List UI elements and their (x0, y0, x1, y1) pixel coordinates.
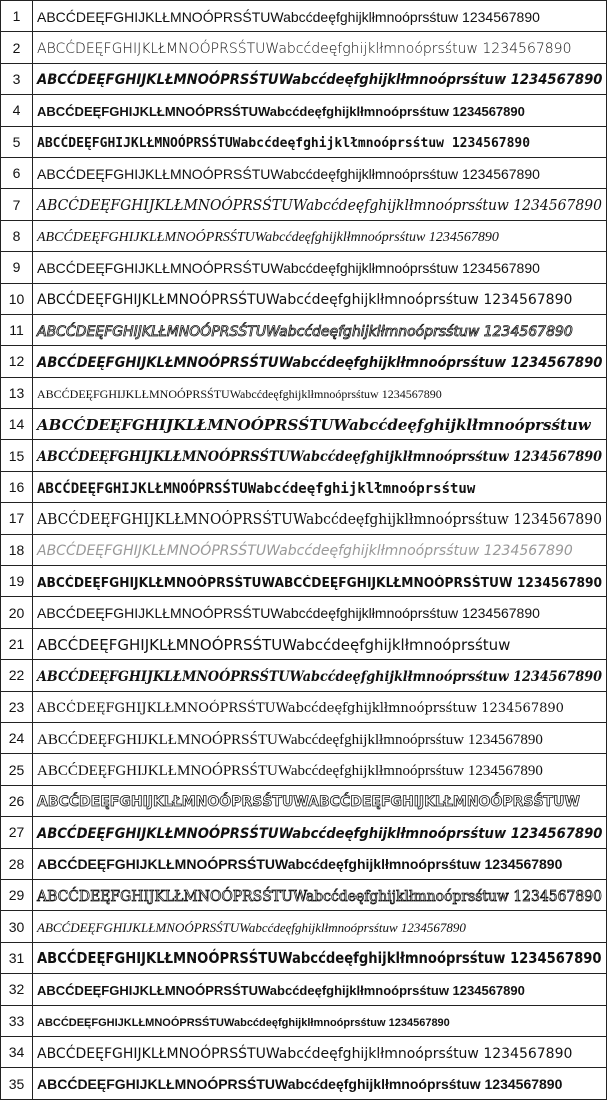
font-sample-text: ABCĆDEĘFGHIJKLŁMNOÓPRSŚTUWabcćdeęfghijklłmnoóprsśtuw 1234567890 (37, 605, 540, 622)
font-sample-row (1, 440, 607, 471)
font-sample-text: ABCĆDEĘFGHIJKLŁMNOÓPRSŚTUWabcćdeęfghijklłmnoóprsśtuw 1234567890 (37, 509, 602, 528)
row-number: 8 (1, 220, 33, 251)
font-sample-row (1, 1005, 607, 1036)
font-sample-row (1, 189, 607, 220)
font-sample-text: ABCĆDEĘFGHIJKLŁMNOÓPRSŚTUWabcćdeęfghijklłmnoóprsśtuw (37, 415, 591, 434)
row-number: 4 (1, 95, 33, 126)
font-sample-text: ABCĆDEĘFGHIJKLŁMNOÓPRSŚTUWabcćdeęfghijklłmnoóprsśtuw 1234567890 (37, 1017, 450, 1030)
font-sample-text: ABCĆDEĘFGHIJKLŁMNOÓPRSŚTUWabcćdeęfghijklłmnoóprsśtuw 1234567890 (37, 731, 543, 748)
font-sample-text: ABCĆDEĘFGHIJKLŁMNOÓPRSŚTUWabcćdeęfghijklłmnoóprsśtuw 1234567890 (37, 856, 563, 873)
row-number: 34 (1, 1036, 33, 1067)
font-sample-row (1, 597, 607, 628)
font-sample-cell (33, 566, 607, 597)
font-sample-row (1, 754, 607, 785)
row-number: 20 (1, 597, 33, 628)
font-sample-text: ABCĆDEĘFGHIJKLŁMNOÓPRSŚTUWabcćdeęfghijklłmnoóprsśtuw (37, 480, 476, 497)
font-sample-cell (33, 942, 607, 973)
font-sample-row (1, 1036, 607, 1067)
font-sample-table-body (1, 1, 607, 1100)
font-sample-row (1, 942, 607, 973)
font-sample-cell (33, 817, 607, 848)
font-sample-row (1, 95, 607, 126)
row-number: 13 (1, 377, 33, 408)
row-number: 25 (1, 754, 33, 785)
font-sample-row (1, 785, 607, 816)
font-sample-cell (33, 126, 607, 157)
font-sample-row (1, 660, 607, 691)
font-sample-row (1, 314, 607, 345)
row-number: 28 (1, 848, 33, 879)
font-sample-cell (33, 252, 607, 283)
font-sample-row (1, 628, 607, 659)
font-sample-text: ABCĆDEĘFGHIJKLŁMNOÓPRSŚTUWabcćdeęfghijklłmnoóprsśtuw 1234567890 (37, 196, 602, 215)
font-sample-row (1, 471, 607, 502)
row-number: 3 (1, 63, 33, 94)
row-number: 11 (1, 314, 33, 345)
font-sample-row (1, 534, 607, 565)
row-number: 31 (1, 942, 33, 973)
font-sample-cell (33, 1005, 607, 1036)
font-sample-text: ABCĆDEĘFGHIJKLŁMNOÓPRSŚTUWabcćdeęfghijklłmnoóprsśtuw 1234567890 (37, 668, 603, 685)
font-sample-cell (33, 1068, 607, 1100)
font-sample-row (1, 409, 607, 440)
font-sample-cell (33, 283, 607, 314)
font-sample-cell (33, 189, 607, 220)
font-sample-cell (33, 754, 607, 785)
row-number: 23 (1, 691, 33, 722)
font-sample-cell (33, 785, 607, 816)
row-number: 27 (1, 817, 33, 848)
row-number: 12 (1, 346, 33, 377)
font-sample-row (1, 691, 607, 722)
row-number: 35 (1, 1068, 33, 1100)
font-sample-row (1, 566, 607, 597)
row-number: 6 (1, 157, 33, 188)
font-sample-row (1, 63, 607, 94)
font-sample-text: ABCĆDEĘFGHIJKLŁMNOÓPRSŚTUWabcćdeęfghijklłmnoóprsśtuw 1234567890 (37, 8, 540, 25)
font-sample-text: ABCĆDEĘFGHIJKLŁMNOÓPRSŚTUWabcćdeęfghijklłmnoóprsśtuw 1234567890 (37, 763, 543, 780)
row-number: 24 (1, 722, 33, 753)
row-number: 32 (1, 974, 33, 1005)
font-sample-text: ABCĆDEĘFGHIJKLŁMNOÓPRSŚTUWabcćdeęfghijklłmnoóprsśtuw 1234567890 (37, 982, 525, 998)
font-sample-cell (33, 95, 607, 126)
font-sample-cell (33, 63, 607, 94)
font-sample-text: ABCĆDEĘFGHIJKLŁMNOÓPRSŚTUWabcćdeęfghijklłmnoóprsśtuw (37, 635, 511, 654)
font-sample-cell (33, 722, 607, 753)
font-sample-text: ABCĆDEĘFGHIJKLŁMNOÓPRSŚTUWabcćdeęfghijklłmnoóprsśtuw 1234567890 (37, 387, 442, 402)
font-sample-cell (33, 974, 607, 1005)
font-sample-text: ABCĆDEĘFGHIJKLŁMNOÓPRSŚTUWabcćdeęfghijklłmnoóprsśtuw 1234567890 (37, 1076, 563, 1093)
font-sample-text: ABCĆDEĘFGHIJKLŁMNOÓPRSŚTUWabcćdeęfghijklłmnoóprsśtuw 1234567890 (37, 72, 603, 89)
font-sample-text: ABCĆDEĘFGHIJKLŁMNOÓPRSŚTUWabcćdeęfghijklłmnoóprsśtuw 1234567890 (37, 103, 525, 119)
font-sample-cell (33, 377, 607, 408)
font-sample-cell (33, 440, 607, 471)
font-sample-row (1, 848, 607, 879)
row-number: 29 (1, 879, 33, 910)
font-sample-text: ABCĆDEĘFGHIJKLŁMNOÓPRSŚTUWABCĆDEĘFGHIJKLŁMNOÓPRSŚTUW 1234567890 (37, 575, 603, 591)
font-sample-cell (33, 628, 607, 659)
font-sample-cell (33, 314, 607, 345)
font-sample-row (1, 32, 607, 63)
font-sample-row (1, 157, 607, 188)
font-sample-cell (33, 471, 607, 502)
font-sample-text: ABCĆDEĘFGHIJKLŁMNOÓPRSŚTUWabcćdeęfghijklłmnoóprsśtuw 1234567890 (37, 449, 603, 466)
font-sample-row (1, 252, 607, 283)
font-sample-text: ABCĆDEĘFGHIJKLŁMNOÓPRSŚTUWabcćdeęfghijklłmnoóprsśtuw 1234567890 (37, 259, 540, 276)
font-sample-text: ABCĆDEĘFGHIJKLŁMNOÓPRSŚTUWabcćdeęfghijklłmnoóprsśtuw 1234567890 (37, 543, 573, 560)
font-sample-cell (33, 503, 607, 534)
row-number: 18 (1, 534, 33, 565)
font-sample-cell (33, 1, 607, 32)
row-number: 14 (1, 409, 33, 440)
font-sample-text: ABCĆDEĘFGHIJKLŁMNOÓPRSŚTUWabcćdeęfghijklłmnoóprsśtuw 1234567890 (37, 949, 602, 968)
font-sample-cell (33, 660, 607, 691)
font-sample-cell (33, 346, 607, 377)
font-sample-row (1, 283, 607, 314)
font-sample-cell (33, 534, 607, 565)
font-sample-cell (33, 691, 607, 722)
font-sample-row (1, 503, 607, 534)
font-sample-text: ABCĆDEĘFGHIJKLŁMNOÓPRSŚTUWabcćdeęfghijklłmnoóprsśtuw 1234567890 (37, 354, 603, 371)
row-number: 19 (1, 566, 33, 597)
row-number: 10 (1, 283, 33, 314)
font-sample-row (1, 126, 607, 157)
row-number: 22 (1, 660, 33, 691)
row-number: 17 (1, 503, 33, 534)
font-sample-cell (33, 911, 607, 942)
font-sample-text: ABCĆDEĘFGHIJKLŁMNOÓPRSŚTUWabcćdeęfghijklłmnoóprsśtuw 1234567890 (37, 165, 540, 182)
font-sample-cell (33, 879, 607, 910)
font-sample-row (1, 879, 607, 910)
row-number: 21 (1, 628, 33, 659)
font-sample-row (1, 1, 607, 32)
font-sample-text: ABCĆDEĘFGHIJKLŁMNOÓPRSŚTUWabcćdeęfghijklłmnoóprsśtuw 1234567890 (37, 886, 602, 905)
font-sample-cell (33, 220, 607, 251)
font-sample-text: ABCĆDEĘFGHIJKLŁMNOÓPRSŚTUWabcćdeęfghijklłmnoóprsśtuw 1234567890 (37, 825, 603, 842)
row-number: 5 (1, 126, 33, 157)
row-number: 33 (1, 1005, 33, 1036)
row-number: 7 (1, 189, 33, 220)
font-sample-cell (33, 32, 607, 63)
font-sample-text: ABCĆDEĘFGHIJKLŁMNOÓPRSŚTUWabcćdeęfghijklłmnoóprsśtuw 1234567890 (37, 701, 564, 717)
font-sample-text: ABCĆDEĘFGHIJKLŁMNOÓPRSŚTUWabcćdeęfghijklłmnoóprsśtuw 1234567890 (37, 41, 572, 58)
row-number: 15 (1, 440, 33, 471)
font-sample-cell (33, 157, 607, 188)
font-sample-row (1, 722, 607, 753)
font-sample-cell (33, 1036, 607, 1067)
row-number: 1 (1, 1, 33, 32)
font-sample-row (1, 377, 607, 408)
row-number: 16 (1, 471, 33, 502)
row-number: 26 (1, 785, 33, 816)
row-number: 30 (1, 911, 33, 942)
font-sample-row (1, 346, 607, 377)
font-sample-row (1, 817, 607, 848)
font-sample-text: ABCĆDEĘFGHIJKLŁMNOÓPRSŚTUWabcćdeęfghijklłmnoóprsśtuw 1234567890 (37, 292, 573, 309)
font-sample-row (1, 220, 607, 251)
font-sample-text: ABCĆDEĘFGHIJKLŁMNOÓPRSŚTUWabcćdeęfghijklłmnoóprsśtuw 1234567890 (37, 136, 531, 152)
row-number: 9 (1, 252, 33, 283)
font-sample-text: ABCĆDEĘFGHIJKLŁMNOÓPRSŚTUWabcćdeęfghijklłmnoóprsśtuw 1234567890 (37, 920, 466, 936)
font-sample-text: ABCĆDEĘFGHIJKLŁMNOÓPRSŚTUWabcćdeęfghijklłmnoóprsśtuw 1234567890 (37, 230, 499, 246)
font-sample-text: ABCĆDEĘFGHIJKLŁMNOÓPRSŚTUWabcćdeęfghijklłmnoóprsśtuw 1234567890 (37, 323, 573, 340)
font-sample-row (1, 974, 607, 1005)
font-sample-cell (33, 848, 607, 879)
row-number: 2 (1, 32, 33, 63)
font-sample-row (1, 911, 607, 942)
font-sample-text: ABCĆDEĘFGHIJKLŁMNOÓPRSŚTUWABCĆDEĘFGHIJKLŁMNOÓPRSŚTUW (37, 794, 580, 811)
font-sample-row (1, 1068, 607, 1100)
font-sample-cell (33, 409, 607, 440)
font-sample-cell (33, 597, 607, 628)
font-sample-text: ABCĆDEĘFGHIJKLŁMNOÓPRSŚTUWabcćdeęfghijklłmnoóprsśtuw 1234567890 (37, 1045, 573, 1062)
